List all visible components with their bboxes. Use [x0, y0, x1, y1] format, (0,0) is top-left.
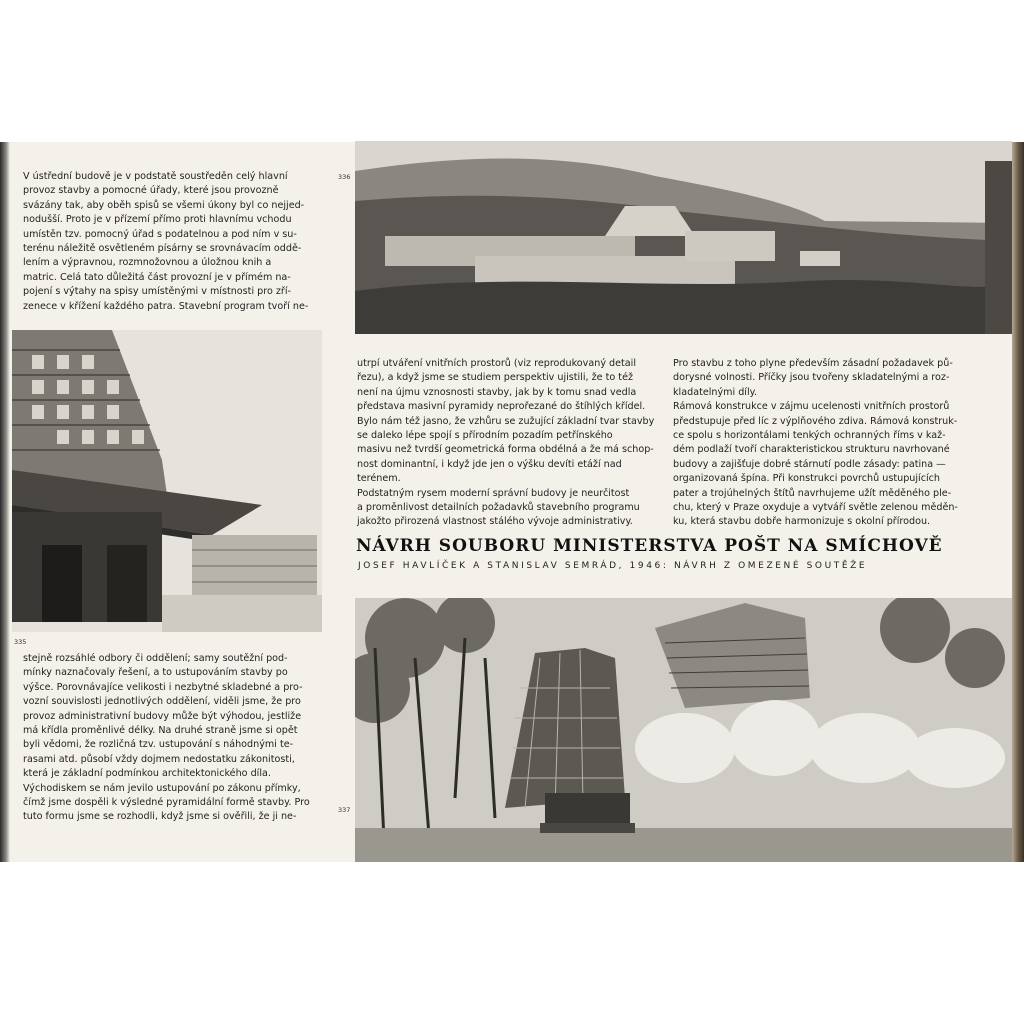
- text-line: provoz administrativní budovy může být výhodou, jestliže: [23, 710, 302, 722]
- text-column-right: [673, 357, 973, 530]
- perspective-drawing: [355, 598, 1012, 862]
- text-line: rasami atd. působí vždy dojmem nedostatku zákonitosti,: [23, 753, 295, 765]
- text-line: Východiskem se nám jevilo ustupování po zákonu přímky,: [23, 782, 301, 794]
- text-line: terénu náležitě osvětleném písárny se srovnávacím oddě-: [23, 243, 302, 255]
- background-top: [0, 0, 1024, 142]
- text-line: chu, který v Praze oxyduje a vytváří světle zelenou měděn-: [673, 502, 958, 514]
- figure-335-number: 335: [14, 638, 27, 646]
- text-line: dém podlaží tvoří charakteristickou strukturu navrhované: [673, 444, 950, 456]
- figure-337-perspective-drawing: [355, 598, 1012, 862]
- text-line: vozní souvislosti jednotlivých oddělení, viděli jsme, že pro: [23, 696, 301, 708]
- text-line: organizovaná špína. Při konstrukci povrchů ustupujících: [673, 473, 940, 485]
- text-line: kladatelnými díly.: [673, 386, 757, 398]
- text-line: provoz stavby a pomocné úřady, které jsou provozně: [23, 185, 279, 197]
- text-line: čímž jsme dospěli k výsledné pyramidální formě stavby. Pro: [23, 797, 310, 809]
- figure-337-number: 337: [338, 806, 351, 814]
- text-line: ku, která stavbu dobře harmonizuje s okolní přírodou.: [673, 516, 931, 528]
- text-line: Podstatným rysem moderní správní budovy je neurčitost: [357, 487, 630, 499]
- text-line: umístěn tzv. pomocný úřad s podatelnou a pod ním v su-: [23, 228, 297, 240]
- text-column-middle: [357, 357, 659, 530]
- text-line: utrpí utváření vnitřních prostorů (viz reprodukovaný detail: [357, 358, 637, 369]
- text-line: není na újmu vznosnosti stavby, jak by k tomu snad vedla: [357, 386, 637, 398]
- text-line: a proměnlivost detailních požadavků stavebního programu: [357, 502, 640, 514]
- building-drawing: [12, 330, 322, 632]
- figure-335-perspective-drawing: [12, 330, 322, 632]
- figure-336-landscape-photo: [355, 141, 1012, 334]
- text-line: představa masivní pyramidy neprořezané do štíhlých křídel.: [357, 401, 646, 413]
- text-line: výšce. Porovnávajíce velikosti i nezbytné skladebné a pro-: [23, 681, 303, 693]
- text-line: řezu), a když jsme se studiem perspektiv ujistili, že to též: [357, 372, 634, 384]
- landscape-photo: [355, 141, 1012, 334]
- text-line: masivu než tvrdší geometrická forma obdélná a že má schop-: [357, 444, 654, 456]
- text-line: která je základní podmínkou architektonického díla.: [23, 768, 271, 780]
- text-line: V ústřední budově je v podstatě soustředěn celý hlavní: [23, 171, 288, 182]
- text-line: jakožto přirozená vlastnost stálého vývoje administrativy.: [357, 516, 633, 528]
- text-line: lením a výpravnou, rozmnožovnou a úložnou knih a: [23, 257, 272, 269]
- text-line: byli vědomi, že rozličná tzv. ustupování s náhodnými te-: [23, 739, 294, 751]
- text-line: tuto formu jsme se rozhodli, když jsme si ověřili, že ji ne-: [23, 811, 297, 823]
- text-line: předstupuje před líc z výplňového zdiva. Rámová konstruk-: [673, 415, 958, 427]
- text-line: nost dominantní, i když jde jen o výšku devíti etáží nad: [357, 458, 622, 470]
- article-subheading: JOSEF HAVLÍČEK A STANISLAV SEMRÁD, 1946: NÁVRH Z OMEZENÉ SOUTĚŽE: [358, 561, 868, 571]
- text-line: mínky naznačovaly řešení, a to ustupováním stavby po: [23, 667, 288, 679]
- spine-shadow: [0, 142, 10, 862]
- text-line: dorysné volnosti. Příčky jsou tvořeny skladatelnými a roz-: [673, 372, 950, 384]
- text-line: budovy a zajišťuje dobré stárnutí podle zásady: patina —: [673, 458, 946, 470]
- text-column-left-bottom: [23, 652, 323, 825]
- text-line: pater a trojúhelných štítů navrhujeme užít měděného ple-: [673, 487, 952, 499]
- text-line: nodušší. Proto je v přízemí přímo proti hlavnímu vchodu: [23, 214, 292, 226]
- text-column-left-top: [23, 170, 323, 314]
- text-line: Pro stavbu z toho plyne především zásadní požadavek pů-: [673, 358, 953, 369]
- text-line: zenece v křížení každého patra. Stavební program tvoří ne-: [23, 300, 309, 312]
- text-line: Bylo nám též jasno, že vzhůru se zužující základní tvar stavby: [357, 415, 655, 427]
- text-line: ce spolu s horizontálami tenkých ochranných říms v kaž-: [673, 430, 946, 442]
- article-heading: NÁVRH SOUBORU MINISTERSTVA POŠT NA SMÍCHOVĚ: [356, 536, 943, 556]
- text-line: stejně rozsáhlé odbory či oddělení; samy soutěžní pod-: [23, 653, 288, 664]
- text-line: matric. Celá tato důležitá část provozní je v přímém na-: [23, 271, 291, 283]
- text-line: se daleko lépe spojí s přírodním pozadím petřínského: [357, 430, 613, 442]
- text-line: Rámová konstrukce v zájmu ucelenosti vnitřních prostorů: [673, 401, 950, 413]
- text-line: svázány tak, aby oběh spisů se všemi úkony byl co nejjed-: [23, 199, 305, 211]
- page-edge: [1012, 142, 1024, 862]
- figure-336-number: 336: [338, 173, 351, 181]
- text-line: pojení s výtahy na spisy umístěnými v místnosti pro zří-: [23, 286, 292, 298]
- text-line: terénem.: [357, 473, 401, 485]
- text-line: má křídla proměnlivé délky. Na druhé straně jsme si opět: [23, 725, 298, 737]
